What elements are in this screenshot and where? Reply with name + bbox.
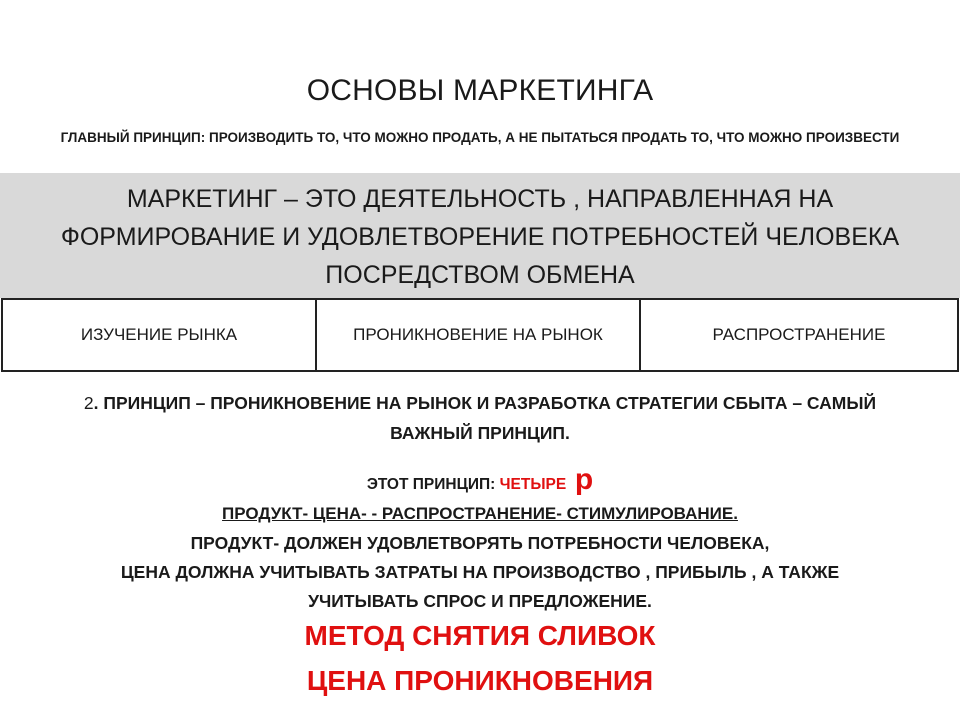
price-line-2: УЧИТЫВАТЬ СПРОС И ПРЕДЛОЖЕНИЕ.	[308, 591, 652, 611]
definition-line-3: ПОСРЕДСТВОМ ОБМЕНА	[325, 261, 635, 289]
main-principle: ГЛАВНЫЙ ПРИНЦИП: ПРОИЗВОДИТЬ ТО, ЧТО МОЖНО ПРОДАТЬ, А НЕ ПЫТАТЬСЯ ПРОДАТЬ ТО, ЧТО МОЖНО ПРОИЗВЕСТИ	[60, 130, 900, 145]
table-cell-market-penetration: ПРОНИКНОВЕНИЕ НА РЫНОК	[315, 300, 639, 370]
product-line: ПРОДУКТ- ДОЛЖЕН УДОВЛЕТВОРЯТЬ ПОТРЕБНОСТИ ЧЕЛОВЕКА,	[190, 533, 770, 553]
four-p-line	[0, 463, 960, 497]
slide-title: ОСНОВЫ МАРКЕТИНГА	[306, 74, 654, 107]
definition-text	[0, 180, 960, 294]
four-p-red-word: ЧЕТЫРЕ	[499, 476, 567, 493]
second-principle-text: . ПРИНЦИП – ПРОНИКНОВЕНИЕ НА РЫНОК И РАЗРАБОТКА СТРАТЕГИИ СБЫТА – САМЫЙ	[93, 393, 877, 413]
definition-line-2: ФОРМИРОВАНИЕ И УДОВЛЕТВОРЕНИЕ ПОТРЕБНОСТЕЙ ЧЕЛОВЕКА	[60, 223, 900, 251]
definition-line-1: МАРКЕТИНГ – ЭТО ДЕЯТЕЛЬНОСТЬ , НАПРАВЛЕННАЯ НА	[126, 185, 834, 213]
table-cell-distribution: РАСПРОСТРАНЕНИЕ	[639, 300, 957, 370]
price-line-1: ЦЕНА ДОЛЖНА УЧИТЫВАТЬ ЗАТРАТЫ НА ПРОИЗВОДСТВО , ПРИБЫЛЬ , А ТАКЖЕ	[120, 562, 840, 582]
second-principle-number: 2	[83, 393, 94, 413]
four-p-letter: р	[574, 463, 594, 496]
four-p-list: ПРОДУКТ- ЦЕНА- - РАСПРОСТРАНЕНИЕ- СТИМУЛИРОВАНИЕ.	[222, 504, 738, 523]
second-principle-line-1	[0, 393, 960, 414]
second-principle-line-2: ВАЖНЫЙ ПРИНЦИП.	[390, 423, 570, 443]
method-skimming: МЕТОД СНЯТИЯ СЛИВОК	[304, 620, 656, 651]
method-penetration: ЦЕНА ПРОНИКНОВЕНИЯ	[306, 665, 654, 696]
table-cell-market-research: ИЗУЧЕНИЕ РЫНКА	[80, 325, 238, 344]
four-p-label: ЭТОТ ПРИНЦИП:	[366, 476, 500, 493]
functions-table	[1, 298, 959, 372]
